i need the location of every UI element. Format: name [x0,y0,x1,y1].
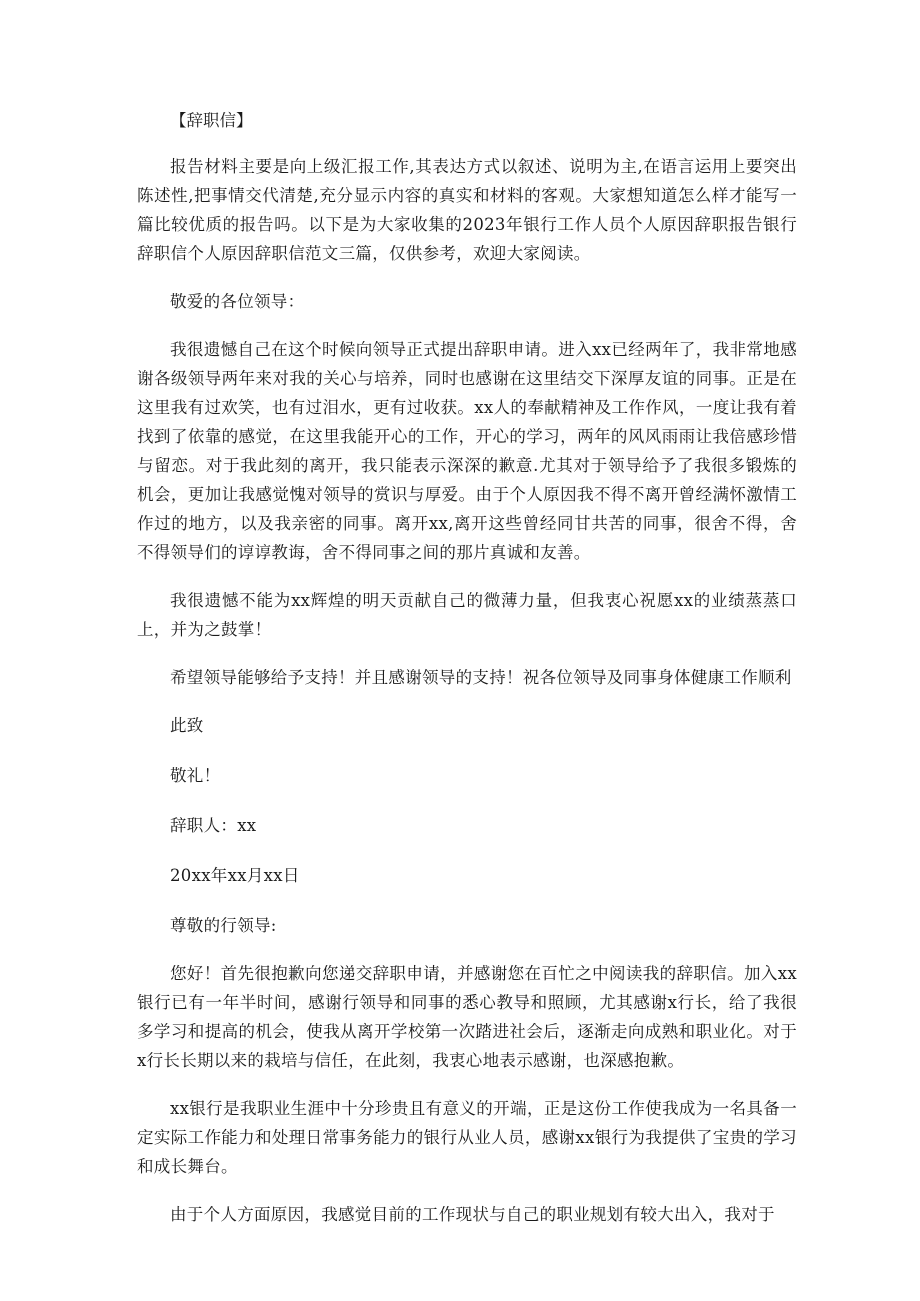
letter-1-body: 我很遗憾自己在这个时候向领导正式提出辞职申请。进入xx已经两年了，我非常地感谢各级领导两年来对我的关心与培养，同时也感谢在这里结交下深厚友谊的同事。正是在这里我有过欢笑，也有过泪水，更有过收获。xx人的奉献精神及工作作风，一度让我有着找到了依靠的感觉，在这里我能开心的工作，开心的学习，两年的风风雨雨让我倍感珍惜与留恋。对于我此刻的离开，我只能表示深深的歉意.尤其对于领导给予了我很多锻炼的机会，更加让我感觉愧对领导的赏识与厚爱。由于个人原因我不得不离开曾经满怀激情工作过的地方，以及我亲密的同事。离开xx,离开这些曾经同甘共苦的同事，很舍不得，舍不得领导们的谆谆教诲，舍不得同事之间的那片真诚和友善。 [137,340,797,562]
date-line: 20xx年xx月xx日 [170,866,300,885]
letter-2-body: 您好！首先很抱歉向您递交辞职申请，并感谢您在百忙之中阅读我的辞职信。加入xx银行已有一年半时间，感谢行领导和同事的悉心教导和照顾，尤其感谢x行长，给了我很多学习和提高的机会，使我从离开学校第一次踏进社会后，逐渐走向成熟和职业化。对于x行长长期以来的栽培与信任，在此刻，我衷心地表示感谢，也深感抱歉。 [137,964,797,1070]
signature: 辞职人：xx [170,816,257,835]
letter-1-thanks: 希望领导能够给予支持！并且感谢领导的支持！祝各位领导及同事身体健康工作顺利 [170,668,792,687]
letter-2-reason: 由于个人方面原因，我感觉目前的工作现状与自己的职业规划有较大出入，我对于 [170,1205,775,1224]
salutation-2: 尊敬的行领导: [170,916,277,935]
letter-1-wish: 我很遗憾不能为xx辉煌的明天贡献自己的微薄力量，但我衷心祝愿xx的业绩蒸蒸口上，并为之鼓掌！ [137,591,797,639]
document-title: 【辞职信】 [170,111,253,130]
closing-cizhi: 此致 [170,716,204,735]
salutation-1: 敬爱的各位领导： [170,292,305,311]
closing-jingli: 敬礼！ [170,766,221,785]
document-page [137,106,797,1229]
intro-paragraph: 报告材料主要是向上级汇报工作,其表达方式以叙述、说明为主,在语言运用上要突出陈述性,把事情交代清楚,充分显示内容的真实和材料的客观。大家想知道怎么样才能写一篇比较优质的报告吗。以下是为大家收集的2023年银行工作人员个人原因辞职报告银行辞职信个人原因辞职信范文三篇，仅供参考，欢迎大家阅读。 [137,157,797,263]
letter-2-bank: xx银行是我职业生涯中十分珍贵且有意义的开端，正是这份工作使我成为一名具备一定实际工作能力和处理日常事务能力的银行从业人员，感谢xx银行为我提供了宝贵的学习和成长舞台。 [137,1099,797,1176]
